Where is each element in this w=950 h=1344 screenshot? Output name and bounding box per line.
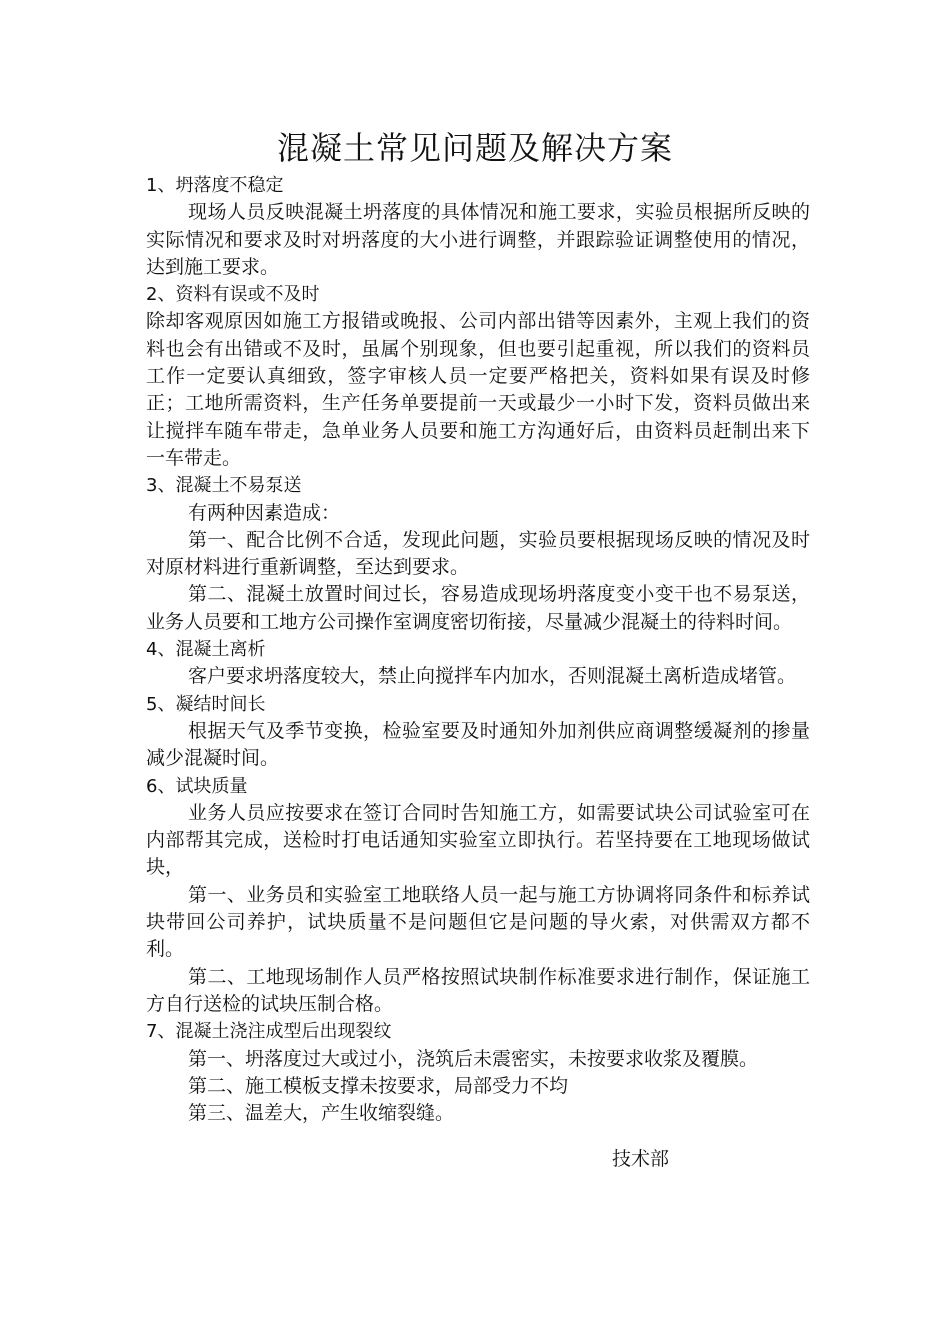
section-heading: 1、坍落度不稳定	[146, 175, 284, 196]
section-heading: 7、混凝土浇注成型后出现裂纹	[146, 1021, 392, 1043]
paragraph: 业务人员应按要求在签订合同时告知施工方，如需要试块公司试验室可在内部帮其完成，送检时打电话通知实验室立即执行。若坚持要在工地现场做试块，	[146, 801, 810, 879]
document-title: 混凝土常见问题及解决方案	[276, 129, 673, 167]
paragraph: 第三、温差大，产生收缩裂缝。	[188, 1102, 455, 1125]
paragraph: 第二、混凝土放置时间过长，容易造成现场坍落度变小变干也不易泵送，业务人员要和工地方公司操作室调度密切衔接，尽量减少混凝土的待料时间。	[146, 583, 810, 633]
section-heading: 3、混凝土不易泵送	[146, 475, 302, 497]
section-heading: 4、混凝土离析	[146, 639, 266, 661]
paragraph: 第二、工地现场制作人员严格按照试块制作标准要求进行制作，保证施工方自行送检的试块压制合格。	[146, 965, 810, 1015]
section-heading: 6、试块质量	[146, 775, 248, 797]
paragraph: 客户要求坍落度较大，禁止向搅拌车内加水，否则混凝土离析造成堵管。	[188, 665, 797, 688]
paragraph: 除却客观原因如施工方报错或晚报、公司内部出错等因素外，主观上我们的资料也会有出错或不及时，虽属个别现象，但也要引起重视，所以我们的资料员工作一定要认真细致，签字审核人员一定要严格把关，资料如果有误及时修正；工地所需资料，生产任务单要提前一天或最少一小时下发，资料员做出来让搅拌车随车带走，急单业务人员要和施工方沟通好后，由资料员赶制出来下一车带走。	[146, 310, 810, 469]
paragraph: 有两种因素造成：	[188, 501, 341, 524]
paragraph: 第一、坍落度过大或过小，浇筑后未震密实，未按要求收浆及覆膜。	[188, 1047, 759, 1070]
paragraph: 根据天气及季节变换，检验室要及时通知外加剂供应商调整缓凝剂的掺量减少混凝时间。	[146, 719, 810, 770]
paragraph: 第一、配合比例不合适，发现此问题，实验员要根据现场反映的情况及时对原材料进行重新调整，至达到要求。	[146, 528, 810, 579]
paragraph: 现场人员反映混凝土坍落度的具体情况和施工要求，实验员根据所反映的实际情况和要求及时对坍落度的大小进行调整，并跟踪验证调整使用的情况，达到施工要求。	[146, 201, 810, 278]
paragraph: 第二、施工模板支撑未按要求，局部受力不均	[188, 1074, 569, 1097]
paragraph: 第一、业务员和实验室工地联络人员一起与施工方协调将同条件和标养试块带回公司养护，试块质量不是问题但它是问题的导火索，对供需双方都不利。	[146, 883, 810, 961]
signature-department: 技术部	[612, 1148, 670, 1170]
document-body	[146, 172, 810, 1127]
section-heading: 5、凝结时间长	[146, 693, 266, 715]
section-heading: 2、资料有误或不及时	[146, 284, 320, 306]
